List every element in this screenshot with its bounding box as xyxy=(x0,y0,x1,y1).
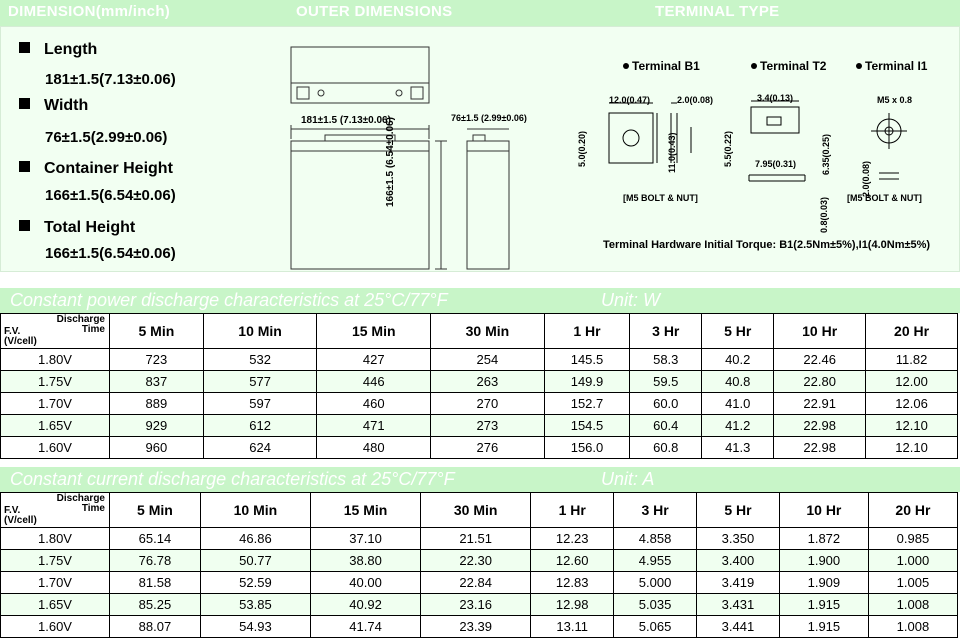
power-section-header xyxy=(0,288,960,313)
current-value-cell: 38.80 xyxy=(311,550,421,572)
terminal-b1-drawing xyxy=(591,93,741,203)
power-col-header: 5 Min xyxy=(110,314,204,349)
power-value-cell: 254 xyxy=(431,349,545,371)
i1-bolt-dim: M5 x 0.8 xyxy=(877,95,913,105)
power-value-cell: 273 xyxy=(431,415,545,437)
power-value-cell: 12.00 xyxy=(866,371,958,393)
current-value-cell: 5.035 xyxy=(614,594,697,616)
power-table-row xyxy=(1,349,958,371)
current-value-cell: 3.400 xyxy=(697,550,780,572)
power-col-header: 10 Min xyxy=(203,314,317,349)
bullet-dot-icon xyxy=(856,63,862,69)
terminal-type-title: TERMINAL TYPE xyxy=(655,3,780,20)
current-value-cell: 3.441 xyxy=(697,616,780,638)
power-value-cell: 41.3 xyxy=(702,437,774,459)
current-col-header: 15 Min xyxy=(311,493,421,528)
power-col-header: 5 Hr xyxy=(702,314,774,349)
current-value-cell: 0.985 xyxy=(868,528,957,550)
power-value-cell: 276 xyxy=(431,437,545,459)
current-value-cell: 22.84 xyxy=(421,572,531,594)
current-table xyxy=(0,492,958,638)
current-value-cell: 1.000 xyxy=(868,550,957,572)
current-value-cell: 37.10 xyxy=(311,528,421,550)
power-value-cell: 22.98 xyxy=(774,415,866,437)
current-value-cell: 65.14 xyxy=(110,528,201,550)
power-value-cell: 60.4 xyxy=(630,415,702,437)
current-value-cell: 85.25 xyxy=(110,594,201,616)
power-col-header: 15 Min xyxy=(317,314,431,349)
terminal-b1-label: Terminal B1 xyxy=(623,59,700,73)
bullet-dot-icon xyxy=(623,63,629,69)
torque-note: Terminal Hardware Initial Torque: B1(2.5Nm±5%),I1(4.0Nm±5%) xyxy=(603,239,931,251)
power-value-cell: 22.91 xyxy=(774,393,866,415)
power-value-cell: 59.5 xyxy=(630,371,702,393)
current-value-cell: 53.85 xyxy=(200,594,310,616)
current-table-row xyxy=(1,616,958,638)
current-value-cell: 5.000 xyxy=(614,572,697,594)
current-fv-cell: 1.75V xyxy=(1,550,110,572)
power-value-cell: 58.3 xyxy=(630,349,702,371)
power-value-cell: 145.5 xyxy=(544,349,630,371)
spec-container-height-label: Container Height xyxy=(19,160,173,178)
spec-length-label: Length xyxy=(19,41,97,59)
current-value-cell: 12.23 xyxy=(531,528,614,550)
current-value-cell: 76.78 xyxy=(110,550,201,572)
power-value-cell: 12.10 xyxy=(866,437,958,459)
current-value-cell: 52.59 xyxy=(200,572,310,594)
terminal-i1-drawing xyxy=(861,105,941,205)
outer-dimensions-drawing xyxy=(281,41,551,273)
power-col-header: 30 Min xyxy=(431,314,545,349)
power-value-cell: 263 xyxy=(431,371,545,393)
power-corner-cell: Discharge Time F.V. (V/cell) xyxy=(1,314,110,349)
current-value-cell: 1.872 xyxy=(779,528,868,550)
current-value-cell: 1.008 xyxy=(868,616,957,638)
current-col-header: 1 Hr xyxy=(531,493,614,528)
current-value-cell: 1.008 xyxy=(868,594,957,616)
power-value-cell: 837 xyxy=(110,371,204,393)
terminal-i1-label: Terminal I1 xyxy=(856,59,927,73)
dimension-title: DIMENSION(mm/inch) xyxy=(8,3,171,20)
current-col-header: 10 Min xyxy=(200,493,310,528)
b1-bolt-note: [M5 BOLT & NUT] xyxy=(623,193,698,203)
current-corner-cell: Discharge Time F.V. (V/cell) xyxy=(1,493,110,528)
current-value-cell: 12.60 xyxy=(531,550,614,572)
current-table-row xyxy=(1,572,958,594)
current-value-cell: 40.00 xyxy=(311,572,421,594)
power-section-title: Constant power discharge characteristics at 25°C/77°F xyxy=(10,290,448,310)
current-value-cell: 12.98 xyxy=(531,594,614,616)
spec-container-height-value: 166±1.5(6.54±0.06) xyxy=(45,187,176,204)
power-fv-cell: 1.80V xyxy=(1,349,110,371)
power-value-cell: 22.98 xyxy=(774,437,866,459)
current-value-cell: 3.419 xyxy=(697,572,780,594)
power-value-cell: 22.80 xyxy=(774,371,866,393)
power-fv-cell: 1.60V xyxy=(1,437,110,459)
current-col-header: 20 Hr xyxy=(868,493,957,528)
current-value-cell: 1.900 xyxy=(779,550,868,572)
current-fv-cell: 1.70V xyxy=(1,572,110,594)
power-value-cell: 22.46 xyxy=(774,349,866,371)
b1-height-dim: 5.0(0.20) xyxy=(577,130,587,167)
current-table-row xyxy=(1,594,958,616)
current-value-cell: 88.07 xyxy=(110,616,201,638)
current-value-cell: 50.77 xyxy=(200,550,310,572)
t2-length-dim: 7.95(0.31) xyxy=(755,159,797,169)
power-value-cell: 11.82 xyxy=(866,349,958,371)
current-unit: Unit: A xyxy=(601,469,655,489)
power-value-cell: 12.10 xyxy=(866,415,958,437)
current-section-header xyxy=(0,467,960,492)
power-value-cell: 41.2 xyxy=(702,415,774,437)
power-unit: Unit: W xyxy=(601,290,661,310)
power-table-row xyxy=(1,371,958,393)
current-fv-cell: 1.65V xyxy=(1,594,110,616)
current-value-cell: 13.11 xyxy=(531,616,614,638)
length-dimension-label: 181±1.5 (7.13±0.06) xyxy=(301,115,391,126)
current-table-row xyxy=(1,528,958,550)
t2-thickness-dim: 0.8(0.03) xyxy=(819,196,829,233)
spec-total-height-label: Total Height xyxy=(19,219,135,237)
current-value-cell: 40.92 xyxy=(311,594,421,616)
power-col-header: 1 Hr xyxy=(544,314,630,349)
current-value-cell: 4.955 xyxy=(614,550,697,572)
current-value-cell: 5.065 xyxy=(614,616,697,638)
power-value-cell: 156.0 xyxy=(544,437,630,459)
power-table-row xyxy=(1,415,958,437)
spec-width-value: 76±1.5(2.99±0.06) xyxy=(45,129,168,146)
current-value-cell: 46.86 xyxy=(200,528,310,550)
width-dimension-label: 76±1.5 (2.99±0.06) xyxy=(451,113,527,123)
square-bullet-icon xyxy=(19,98,30,109)
power-fv-cell: 1.75V xyxy=(1,371,110,393)
current-col-header: 3 Hr xyxy=(614,493,697,528)
current-section-title: Constant current discharge characteristics at 25°C/77°F xyxy=(10,469,455,489)
square-bullet-icon xyxy=(19,42,30,53)
side-view-outline xyxy=(467,141,509,269)
power-value-cell: 60.0 xyxy=(630,393,702,415)
current-col-header: 5 Hr xyxy=(697,493,780,528)
spec-total-height-value: 166±1.5(6.54±0.06) xyxy=(45,245,176,262)
power-col-header: 20 Hr xyxy=(866,314,958,349)
power-col-header: 3 Hr xyxy=(630,314,702,349)
power-value-cell: 270 xyxy=(431,393,545,415)
spec-length-value: 181±1.5(7.13±0.06) xyxy=(45,71,176,88)
power-value-cell: 624 xyxy=(203,437,317,459)
current-col-header: 5 Min xyxy=(110,493,201,528)
power-table-row xyxy=(1,437,958,459)
power-value-cell: 480 xyxy=(317,437,431,459)
b1-offset-dim: 5.5(0.22) xyxy=(723,130,733,167)
b1-width-dim: 12.0(0.47) xyxy=(609,95,651,105)
power-value-cell: 60.8 xyxy=(630,437,702,459)
power-value-cell: 723 xyxy=(110,349,204,371)
current-value-cell: 1.915 xyxy=(779,594,868,616)
power-value-cell: 427 xyxy=(317,349,431,371)
power-value-cell: 960 xyxy=(110,437,204,459)
b1-thickness-dim: 2.0(0.08) xyxy=(677,95,714,105)
square-bullet-icon xyxy=(19,161,30,172)
power-value-cell: 460 xyxy=(317,393,431,415)
power-fv-cell: 1.70V xyxy=(1,393,110,415)
dimensions-panel xyxy=(0,26,960,272)
power-value-cell: 889 xyxy=(110,393,204,415)
t2-width-dim: 3.4(0.13) xyxy=(757,93,794,103)
power-fv-cell: 1.65V xyxy=(1,415,110,437)
current-value-cell: 4.858 xyxy=(614,528,697,550)
current-table-row xyxy=(1,550,958,572)
power-value-cell: 41.0 xyxy=(702,393,774,415)
power-col-header: 10 Hr xyxy=(774,314,866,349)
i1-thickness-dim: 2.0(0.08) xyxy=(861,160,871,197)
current-fv-cell: 1.80V xyxy=(1,528,110,550)
power-table-row xyxy=(1,393,958,415)
current-col-header: 10 Hr xyxy=(779,493,868,528)
current-value-cell: 1.909 xyxy=(779,572,868,594)
current-fv-cell: 1.60V xyxy=(1,616,110,638)
power-value-cell: 597 xyxy=(203,393,317,415)
power-value-cell: 40.2 xyxy=(702,349,774,371)
current-value-cell: 3.350 xyxy=(697,528,780,550)
current-value-cell: 21.51 xyxy=(421,528,531,550)
height-dimension-label: 166±1.5 (6.54±0.06) xyxy=(385,117,396,207)
current-value-cell: 22.30 xyxy=(421,550,531,572)
outer-dimensions-title: OUTER DIMENSIONS xyxy=(296,3,453,20)
current-col-header: 30 Min xyxy=(421,493,531,528)
current-value-cell: 1.005 xyxy=(868,572,957,594)
spec-width-label: Width xyxy=(19,97,88,115)
power-value-cell: 471 xyxy=(317,415,431,437)
square-bullet-icon xyxy=(19,220,30,231)
top-view-outline xyxy=(291,47,429,103)
power-value-cell: 929 xyxy=(110,415,204,437)
power-value-cell: 152.7 xyxy=(544,393,630,415)
power-table xyxy=(0,313,958,459)
power-value-cell: 154.5 xyxy=(544,415,630,437)
current-value-cell: 3.431 xyxy=(697,594,780,616)
terminal-t2-label: Terminal T2 xyxy=(751,59,826,73)
current-value-cell: 54.93 xyxy=(200,616,310,638)
t2-height-dim: 6.35(0.25) xyxy=(821,133,831,175)
power-value-cell: 12.06 xyxy=(866,393,958,415)
header-bar xyxy=(0,0,960,26)
power-value-cell: 149.9 xyxy=(544,371,630,393)
power-value-cell: 446 xyxy=(317,371,431,393)
power-value-cell: 577 xyxy=(203,371,317,393)
bullet-dot-icon xyxy=(751,63,757,69)
power-value-cell: 40.8 xyxy=(702,371,774,393)
current-value-cell: 23.16 xyxy=(421,594,531,616)
current-value-cell: 81.58 xyxy=(110,572,201,594)
power-value-cell: 612 xyxy=(203,415,317,437)
current-value-cell: 23.39 xyxy=(421,616,531,638)
power-value-cell: 532 xyxy=(203,349,317,371)
b1-total-height-dim: 11.0(0.43) xyxy=(667,132,677,173)
i1-bolt-note: [M5 BOLT & NUT] xyxy=(847,193,922,203)
current-value-cell: 41.74 xyxy=(311,616,421,638)
current-value-cell: 1.915 xyxy=(779,616,868,638)
front-view-outline xyxy=(291,141,429,269)
current-value-cell: 12.83 xyxy=(531,572,614,594)
